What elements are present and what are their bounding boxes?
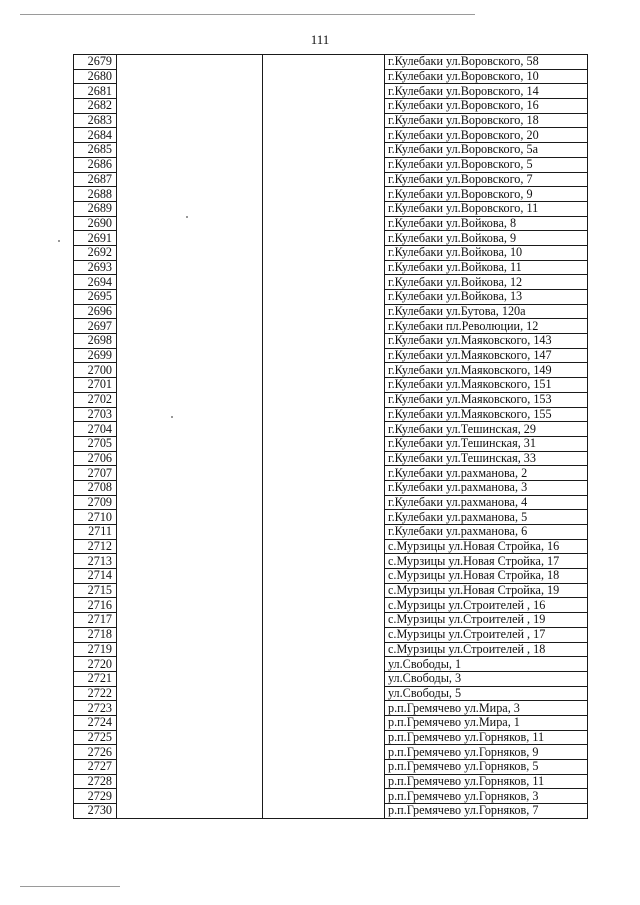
address-cell: г.Кулебаки ул.Тешинская, 31 [385,436,588,451]
row-number: 2682 [74,99,117,114]
address-cell: ул.Свободы, 3 [385,671,588,686]
empty-cell [117,495,263,510]
table-row [74,466,588,481]
empty-cell [263,554,385,569]
table-row [74,304,588,319]
empty-cell [117,84,263,99]
address-cell: г.Кулебаки ул.рахманова, 6 [385,525,588,540]
table-row [74,143,588,158]
empty-cell [263,231,385,246]
table-row [74,554,588,569]
table-row [74,525,588,540]
row-number: 2701 [74,378,117,393]
row-number: 2702 [74,392,117,407]
row-number: 2696 [74,304,117,319]
table-row [74,99,588,114]
address-cell: ул.Свободы, 1 [385,657,588,672]
address-cell: г.Кулебаки ул.Бутова, 120а [385,304,588,319]
empty-cell [263,642,385,657]
address-cell: г.Кулебаки ул.рахманова, 3 [385,480,588,495]
table-row [74,363,588,378]
empty-cell [117,451,263,466]
empty-cell [263,686,385,701]
empty-cell [263,525,385,540]
table-row [74,187,588,202]
empty-cell [263,436,385,451]
row-number: 2707 [74,466,117,481]
empty-cell [263,495,385,510]
empty-cell [263,657,385,672]
empty-cell [263,407,385,422]
row-number: 2684 [74,128,117,143]
address-cell: г.Кулебаки ул.Воровского, 5а [385,143,588,158]
table-row [74,495,588,510]
row-number: 2721 [74,671,117,686]
table-row [74,290,588,305]
row-number: 2681 [74,84,117,99]
empty-cell [117,290,263,305]
address-cell: р.п.Гремячево ул.Горняков, 5 [385,760,588,775]
empty-cell [117,407,263,422]
empty-cell [117,569,263,584]
row-number: 2689 [74,201,117,216]
empty-cell [117,334,263,349]
table-row [74,216,588,231]
table-row [74,231,588,246]
address-cell: г.Кулебаки ул.Маяковского, 143 [385,334,588,349]
empty-cell [263,128,385,143]
address-cell: с.Мурзицы ул.Строителей , 16 [385,598,588,613]
row-number: 2679 [74,55,117,70]
empty-cell [117,657,263,672]
empty-cell [263,319,385,334]
table-row [74,598,588,613]
address-cell: г.Кулебаки ул.Воровского, 16 [385,99,588,114]
row-number: 2725 [74,730,117,745]
page-number: 111 [310,32,330,47]
row-number: 2705 [74,436,117,451]
table-row [74,436,588,451]
row-number: 2718 [74,627,117,642]
address-cell: г.Кулебаки ул.Войкова, 11 [385,260,588,275]
empty-cell [263,510,385,525]
empty-cell [117,510,263,525]
table-row [74,730,588,745]
address-cell: с.Мурзицы ул.Строителей , 17 [385,627,588,642]
empty-cell [263,260,385,275]
address-cell: р.п.Гремячево ул.Горняков, 7 [385,804,588,819]
row-number: 2704 [74,422,117,437]
address-cell: г.Кулебаки ул.Тешинская, 33 [385,451,588,466]
empty-cell [117,701,263,716]
row-number: 2717 [74,613,117,628]
address-cell: г.Кулебаки ул.Воровского, 20 [385,128,588,143]
table-row [74,55,588,70]
address-cell: с.Мурзицы ул.Строителей , 18 [385,642,588,657]
row-number: 2710 [74,510,117,525]
row-number: 2683 [74,113,117,128]
row-number: 2694 [74,275,117,290]
empty-cell [263,392,385,407]
address-cell: г.Кулебаки ул.Воровского, 7 [385,172,588,187]
empty-cell [117,760,263,775]
row-number: 2699 [74,348,117,363]
table-row [74,422,588,437]
empty-cell [263,363,385,378]
empty-cell [117,363,263,378]
table-row [74,275,588,290]
row-number: 2685 [74,143,117,158]
empty-cell [263,745,385,760]
row-number: 2716 [74,598,117,613]
row-number: 2708 [74,480,117,495]
empty-cell [263,613,385,628]
scan-speck [186,216,188,218]
empty-cell [117,422,263,437]
table-row [74,789,588,804]
table-row [74,569,588,584]
address-cell: г.Кулебаки ул.Воровского, 5 [385,157,588,172]
table-row [74,157,588,172]
row-number: 2706 [74,451,117,466]
empty-cell [263,99,385,114]
row-number: 2697 [74,319,117,334]
table-row [74,260,588,275]
address-cell: с.Мурзицы ул.Новая Стройка, 16 [385,539,588,554]
address-cell: г.Кулебаки ул.рахманова, 5 [385,510,588,525]
empty-cell [263,275,385,290]
table-row [74,583,588,598]
address-cell: р.п.Гремячево ул.Мира, 3 [385,701,588,716]
empty-cell [263,69,385,84]
address-cell: г.Кулебаки ул.Маяковского, 153 [385,392,588,407]
empty-cell [117,686,263,701]
empty-cell [117,627,263,642]
row-number: 2723 [74,701,117,716]
table-row [74,774,588,789]
empty-cell [117,260,263,275]
empty-cell [263,451,385,466]
address-table [73,54,588,819]
empty-cell [117,113,263,128]
empty-cell [117,598,263,613]
empty-cell [117,774,263,789]
table-row [74,348,588,363]
empty-cell [117,275,263,290]
table-row [74,642,588,657]
row-number: 2680 [74,69,117,84]
empty-cell [117,304,263,319]
empty-cell [117,480,263,495]
empty-cell [263,143,385,158]
empty-cell [263,715,385,730]
table-row [74,804,588,819]
empty-cell [117,143,263,158]
bottom-rule [20,886,120,887]
table-row [74,407,588,422]
empty-cell [117,554,263,569]
table-row [74,334,588,349]
row-number: 2729 [74,789,117,804]
empty-cell [263,583,385,598]
empty-cell [263,304,385,319]
row-number: 2715 [74,583,117,598]
table-row [74,510,588,525]
row-number: 2726 [74,745,117,760]
table-row [74,69,588,84]
empty-cell [117,613,263,628]
empty-cell [117,671,263,686]
empty-cell [117,466,263,481]
empty-cell [117,319,263,334]
address-cell: г.Кулебаки ул.Маяковского, 151 [385,378,588,393]
table-row [74,613,588,628]
table-row [74,715,588,730]
address-cell: г.Кулебаки ул.Войкова, 9 [385,231,588,246]
empty-cell [263,804,385,819]
empty-cell [263,84,385,99]
empty-cell [263,760,385,775]
row-number: 2720 [74,657,117,672]
empty-cell [117,245,263,260]
empty-cell [117,436,263,451]
empty-cell [263,187,385,202]
table-row [74,671,588,686]
row-number: 2727 [74,760,117,775]
row-number: 2691 [74,231,117,246]
address-cell: г.Кулебаки ул.рахманова, 2 [385,466,588,481]
empty-cell [263,671,385,686]
table-row [74,480,588,495]
empty-cell [263,245,385,260]
empty-cell [117,231,263,246]
address-cell: г.Кулебаки ул.Маяковского, 149 [385,363,588,378]
empty-cell [117,157,263,172]
empty-cell [117,642,263,657]
table-row [74,378,588,393]
address-cell: г.Кулебаки ул.Воровского, 14 [385,84,588,99]
address-cell: г.Кулебаки ул.Войкова, 10 [385,245,588,260]
row-number: 2724 [74,715,117,730]
table-row [74,745,588,760]
empty-cell [263,539,385,554]
empty-cell [263,216,385,231]
address-cell: с.Мурзицы ул.Новая Стройка, 17 [385,554,588,569]
address-cell: г.Кулебаки ул.Воровского, 18 [385,113,588,128]
empty-cell [263,789,385,804]
empty-cell [263,201,385,216]
address-cell: г.Кулебаки ул.Воровского, 58 [385,55,588,70]
row-number: 2695 [74,290,117,305]
address-cell: г.Кулебаки ул.Войкова, 12 [385,275,588,290]
empty-cell [117,216,263,231]
empty-cell [117,789,263,804]
empty-cell [117,99,263,114]
row-number: 2698 [74,334,117,349]
address-cell: г.Кулебаки ул.Воровского, 9 [385,187,588,202]
row-number: 2688 [74,187,117,202]
table-row [74,657,588,672]
row-number: 2690 [74,216,117,231]
address-cell: г.Кулебаки ул.Войкова, 8 [385,216,588,231]
empty-cell [263,774,385,789]
empty-cell [117,745,263,760]
table-row [74,245,588,260]
empty-cell [263,701,385,716]
address-cell: р.п.Гремячево ул.Горняков, 11 [385,730,588,745]
address-cell: с.Мурзицы ул.Строителей , 19 [385,613,588,628]
table-row [74,392,588,407]
empty-cell [117,55,263,70]
empty-cell [263,290,385,305]
address-cell: р.п.Гремячево ул.Мира, 1 [385,715,588,730]
empty-cell [117,128,263,143]
address-cell: с.Мурзицы ул.Новая Стройка, 18 [385,569,588,584]
empty-cell [117,187,263,202]
table-row [74,701,588,716]
row-number: 2693 [74,260,117,275]
empty-cell [117,804,263,819]
address-cell: с.Мурзицы ул.Новая Стройка, 19 [385,583,588,598]
address-cell: р.п.Гремячево ул.Горняков, 3 [385,789,588,804]
row-number: 2700 [74,363,117,378]
empty-cell [117,715,263,730]
empty-cell [263,113,385,128]
empty-cell [117,348,263,363]
empty-cell [263,422,385,437]
table-row [74,760,588,775]
row-number: 2712 [74,539,117,554]
empty-cell [117,583,263,598]
empty-cell [263,334,385,349]
empty-cell [263,480,385,495]
row-number: 2687 [74,172,117,187]
scan-speck [171,416,173,418]
row-number: 2709 [74,495,117,510]
address-cell: г.Кулебаки ул.Воровского, 11 [385,201,588,216]
address-cell: г.Кулебаки пл.Революции, 12 [385,319,588,334]
address-cell: г.Кулебаки ул.Маяковского, 147 [385,348,588,363]
table-row [74,113,588,128]
table-row [74,201,588,216]
address-cell: р.п.Гремячево ул.Горняков, 11 [385,774,588,789]
empty-cell [117,392,263,407]
row-number: 2703 [74,407,117,422]
empty-cell [263,378,385,393]
row-number: 2722 [74,686,117,701]
row-number: 2711 [74,525,117,540]
table-row [74,451,588,466]
empty-cell [117,378,263,393]
empty-cell [263,466,385,481]
empty-cell [117,172,263,187]
table-row [74,539,588,554]
empty-cell [117,525,263,540]
empty-cell [117,201,263,216]
table-row [74,627,588,642]
empty-cell [263,348,385,363]
empty-cell [117,69,263,84]
table-row [74,128,588,143]
row-number: 2713 [74,554,117,569]
address-cell: г.Кулебаки ул.рахманова, 4 [385,495,588,510]
table-row [74,172,588,187]
address-cell: р.п.Гремячево ул.Горняков, 9 [385,745,588,760]
table-row [74,686,588,701]
empty-cell [117,539,263,554]
row-number: 2692 [74,245,117,260]
row-number: 2728 [74,774,117,789]
empty-cell [263,172,385,187]
row-number: 2686 [74,157,117,172]
address-cell: г.Кулебаки ул.Тешинская, 29 [385,422,588,437]
empty-cell [263,730,385,745]
empty-cell [263,598,385,613]
empty-cell [263,569,385,584]
row-number: 2730 [74,804,117,819]
empty-cell [263,55,385,70]
address-cell: г.Кулебаки ул.Маяковского, 155 [385,407,588,422]
row-number: 2719 [74,642,117,657]
empty-cell [117,730,263,745]
address-cell: ул.Свободы, 5 [385,686,588,701]
empty-cell [263,627,385,642]
row-number: 2714 [74,569,117,584]
scan-speck [58,240,60,242]
empty-cell [263,157,385,172]
address-cell: г.Кулебаки ул.Воровского, 10 [385,69,588,84]
address-cell: г.Кулебаки ул.Войкова, 13 [385,290,588,305]
top-rule [20,14,475,15]
table-row [74,84,588,99]
table-row [74,319,588,334]
